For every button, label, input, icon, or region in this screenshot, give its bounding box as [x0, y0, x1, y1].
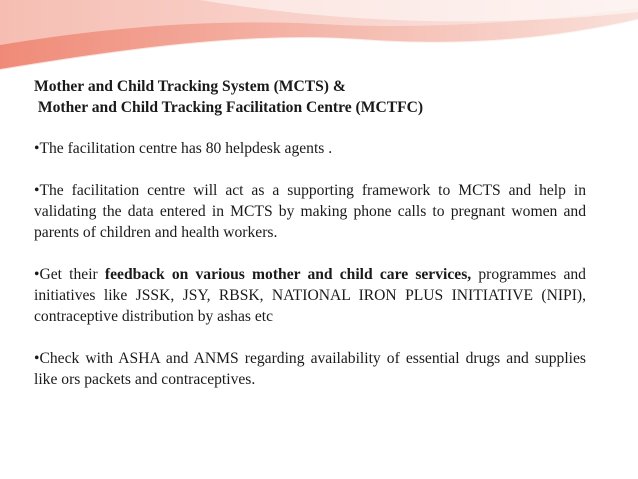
bullet-text: •Get their	[34, 266, 105, 283]
bullet-check-asha-anms	[34, 348, 586, 390]
bullet-supporting-framework	[34, 180, 586, 243]
bullet-text: •The facilitation centre will act as a supporting framework to MCTS and help in validating the data entered in MCTS by making phone calls to pregnant women and parents of children and health workers.	[34, 182, 586, 241]
bullet-text: •Check with ASHA and ANMS regarding availability of essential drugs and supplies like ors packets and contraceptives.	[34, 350, 586, 388]
bullet-text: •The facilitation centre has 80 helpdesk agents .	[34, 140, 333, 157]
slide-content	[34, 76, 586, 411]
bullet-helpdesk-agents	[34, 138, 586, 159]
decorative-banner	[0, 0, 638, 75]
slide-heading	[34, 76, 586, 118]
heading-line-1: Mother and Child Tracking System (MCTS) &	[34, 78, 346, 95]
bullet-get-feedback	[34, 264, 586, 327]
bullet-text-continued: programmes and initiatives like JSSK, JSY, RBSK, NATIONAL IRON PLUS INITIATIVE (NIPI), contraceptive distribution by ashas etc	[34, 266, 586, 325]
bullet-bold-text: feedback on various mother and child care services,	[104, 266, 472, 283]
heading-line-2: Mother and Child Tracking Facilitation Centre (MCTFC)	[34, 99, 424, 116]
